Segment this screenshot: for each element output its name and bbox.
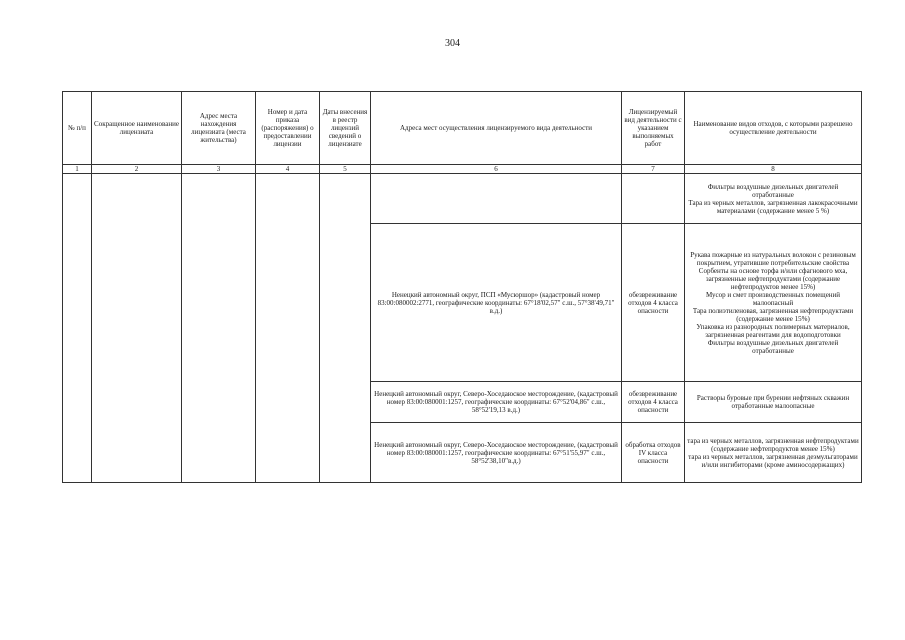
waste-item: тара из черных металлов, загрязненная деэмульгаторами и/или ингибиторами (кроме аминосодержащих) — [688, 452, 858, 469]
license-registry-table — [62, 91, 862, 483]
header-col-1: № п/п — [63, 92, 92, 165]
cell-order — [256, 174, 320, 483]
header-col-2: Сокращенное наименование лицензиата — [92, 92, 182, 165]
table-row — [63, 174, 862, 224]
cell-licensee-address — [182, 174, 256, 483]
column-number: 1 — [63, 165, 92, 174]
header-col-7: Лицензируемый вид деятельности с указанием выполняемых работ — [622, 92, 685, 165]
cell-wastes — [685, 224, 862, 382]
column-number: 3 — [182, 165, 256, 174]
cell-activity: обезвреживание отходов 4 класса опасности — [622, 382, 685, 423]
header-row — [63, 92, 862, 165]
column-number: 7 — [622, 165, 685, 174]
page-number: 304 — [445, 38, 460, 49]
column-number: 4 — [256, 165, 320, 174]
cell-site-address: Ненецкий автономный округ, ПСП «Мусюршор» (кадастровый номер 83:00:080002:2771, географические координаты: 67°18'02,57" с.ш., 57°38'49,71" в.д.) — [371, 224, 622, 382]
waste-item: Фильтры воздушные дизельных двигателей отработанные — [707, 338, 839, 355]
cell-activity — [622, 174, 685, 224]
cell-registry-date — [320, 174, 371, 483]
header-col-5: Даты внесения в реестр лицензий сведений о лицензиате — [320, 92, 371, 165]
header-col-3: Адрес места нахождения лицензиата (места жительства) — [182, 92, 256, 165]
column-number: 6 — [371, 165, 622, 174]
cell-number — [63, 174, 92, 483]
waste-item: Рукава пожарные из натуральных волокон с резиновым покрытием, утратившие потребительские свойства — [690, 250, 856, 267]
header-col-8: Наименование видов отходов, с которыми разрешено осуществление деятельности — [685, 92, 862, 165]
cell-wastes — [685, 174, 862, 224]
waste-item: Тара полиэтиленовая, загрязненная нефтепродуктами (содержание менее 15%) — [692, 306, 854, 323]
waste-item: Мусор и смет производственных помещений малоопасный — [705, 290, 841, 307]
waste-item: Упаковка из разнородных полимерных материалов, загрязненная реагентами для водоподготовки — [696, 322, 850, 339]
cell-site-address: Ненецкий автономный округ, Северо-Хоседаюское месторождение, (кадастровый номер 83:00:080001:1257, географические координаты: 67°52'04,86" с.ш., 58°52'19,13 в.д.) — [371, 382, 622, 423]
cell-wastes — [685, 382, 862, 423]
column-number: 8 — [685, 165, 862, 174]
column-number-row — [63, 165, 862, 174]
cell-site-address — [371, 174, 622, 224]
waste-item: Растворы буровые при бурении нефтяных скважин отработанные малоопасные — [696, 394, 850, 410]
cell-activity: обработка отходов IV класса опасности — [622, 423, 685, 483]
waste-item: Фильтры воздушные дизельных двигателей отработанные — [707, 182, 839, 199]
cell-licensee-name — [92, 174, 182, 483]
header-col-6: Адреса мест осуществления лицензируемого вида деятельности — [371, 92, 622, 165]
waste-item: Сорбенты на основе торфа и/или сфагнового мха, загрязненные нефтепродуктами (содержание нефтепродуктов менее 15%) — [698, 266, 848, 291]
column-number: 5 — [320, 165, 371, 174]
cell-wastes — [685, 423, 862, 483]
cell-site-address: Ненецкий автономный округ, Северо-Хоседаюское месторождение, (кадастровый номер 83:00:080001:1257, географические координаты: 67°51'55,97" с.ш., 58°52'38,10"в.д.) — [371, 423, 622, 483]
cell-activity: обезвреживание отходов 4 класса опасности — [622, 224, 685, 382]
header-col-4: Номер и дата приказа (распоряжения) о предоставлении лицензии — [256, 92, 320, 165]
column-number: 2 — [92, 165, 182, 174]
waste-item: Тара из черных металлов, загрязненная лакокрасочными материалами (содержание менее 5 %) — [688, 198, 858, 215]
waste-item: тара из черных металлов, загрязненная нефтепродуктами (содержание нефтепродуктов менее 15%) — [687, 436, 859, 453]
